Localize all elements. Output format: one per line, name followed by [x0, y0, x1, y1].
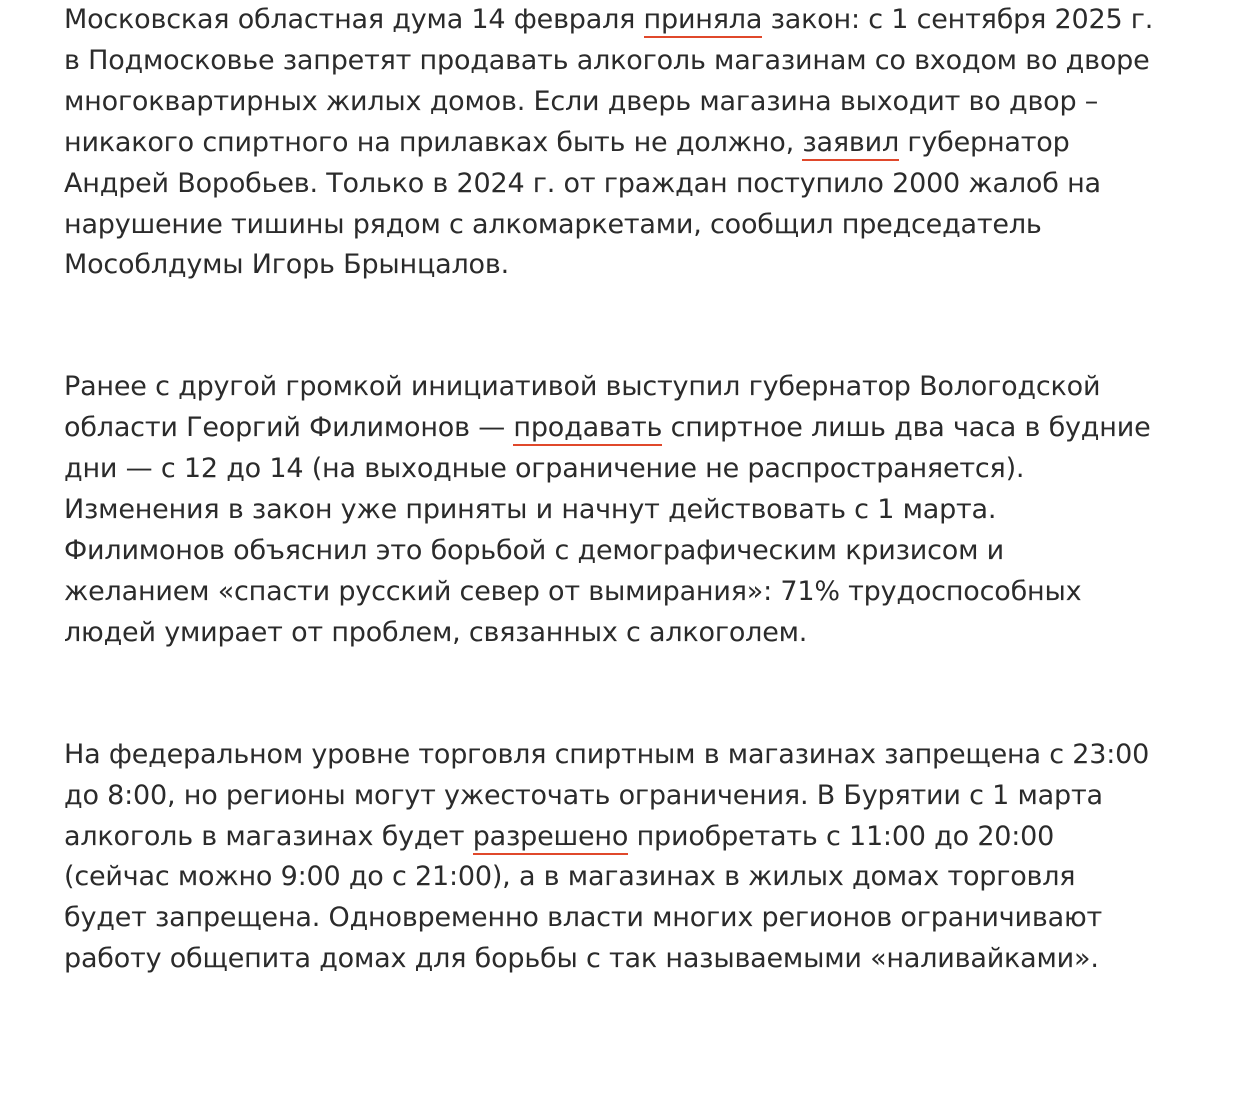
link-adopted-law[interactable]: приняла [644, 4, 763, 38]
paragraph-federal-level [64, 735, 1154, 980]
link-sell-initiative[interactable]: продавать [513, 412, 662, 446]
paragraph-text: спиртное лишь два часа в будние дни — с 12 до 14 (на выходные ограничение не распространяется). Изменения в закон уже приняты и начнут действовать с 1 марта. Филимонов объяснил это борьбой с демографическим кризисом и желанием «спасти русский север от вымирания»: 71% трудоспособных людей умирает от проблем, связанных с алкоголем. [64, 412, 1151, 648]
article-body [64, 0, 1154, 980]
paragraph-text: губернатор Андрей Воробьев. Только в 2024 г. от граждан поступило 2000 жалоб на нарушение тишины рядом с алкомаркетами, сообщил председатель Мособлдумы Игорь Брынцалов. [64, 126, 1101, 281]
link-governor-statement[interactable]: заявил [802, 127, 899, 161]
paragraph-text: Московская областная дума 14 февраля [64, 4, 644, 35]
paragraph-text: На федеральном уровне торговля спиртным в магазинах запрещена с 23:00 до 8:00, но регионы могут ужесточать ограничения. В Бурятии с 1 марта алкоголь в магазинах будет [64, 738, 1150, 852]
paragraph-text: Ранее с другой громкой инициативой выступил губернатор Вологодской области Георгий Филимонов — [64, 371, 1101, 444]
paragraph-vologda-region [64, 367, 1154, 653]
paragraph-text: приобретать с 11:00 до 20:00 (сейчас можно 9:00 до с 21:00), а в магазинах в жилых домах торговля будет запрещена. Одновременно власти многих регионов ограничивают работу общепита домах для борьбы с так называемыми «наливайками». [64, 820, 1102, 975]
link-buryatia-allowed[interactable]: разрешено [473, 821, 628, 855]
paragraph-moscow-region [64, 0, 1154, 286]
paragraph-text: закон: с 1 сентября 2025 г. в Подмосковье запретят продавать алкоголь магазинам со входом во дворе многоквартирных жилых домов. Если дверь магазина выходит во двор – никакого спиртного на прилавках быть не должно, [64, 4, 1154, 158]
